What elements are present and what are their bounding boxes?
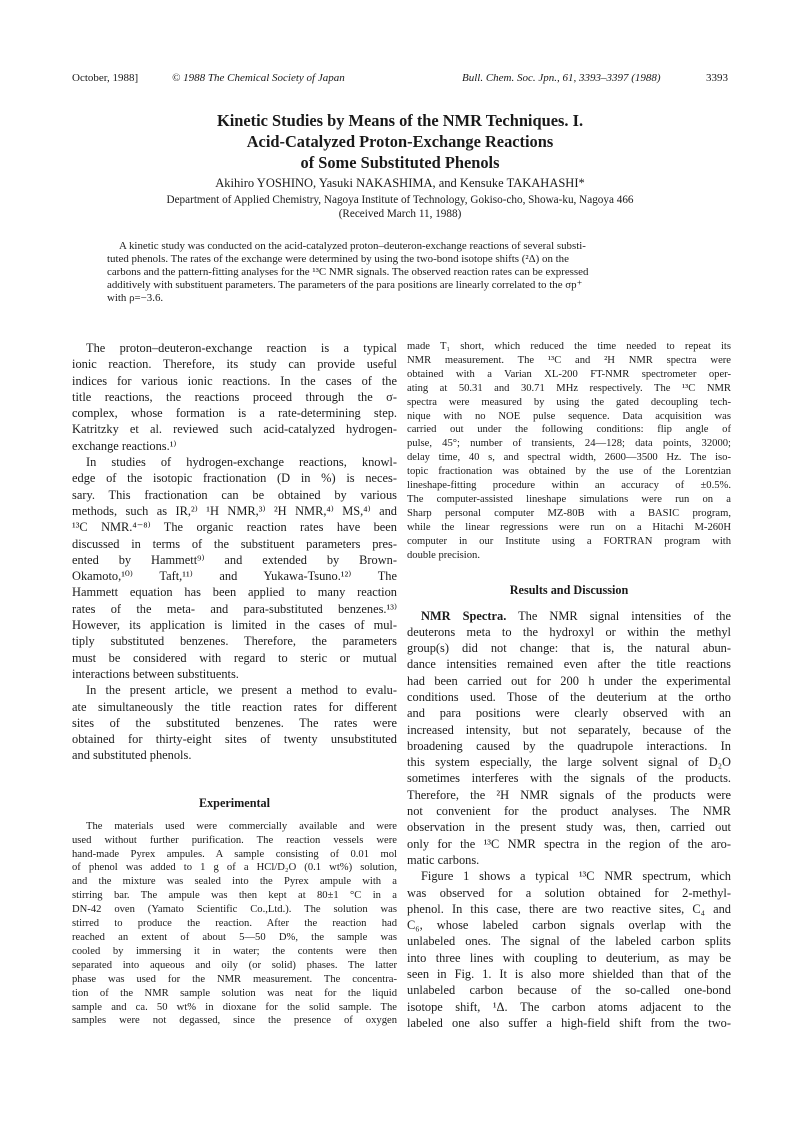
experimental-line: carried out under the following conditions: flip angle of xyxy=(407,424,731,436)
received-date: (Received March 11, 1988) xyxy=(338,208,462,220)
right-column xyxy=(407,340,731,1031)
experimental-line: sample and ca. 50 wt% in dioxane for the solid sample. The xyxy=(72,1001,397,1013)
experimental-line: nique with no NOE pulse sequence. Data acquisition was xyxy=(407,410,731,422)
copyright-notice: © 1988 The Chemical Society of Japan xyxy=(172,72,345,84)
intro-line: ¹³C NMR.⁴⁻⁸⁾ The organic reaction rates have been xyxy=(72,520,397,535)
experimental-line: hand-made Pyrex ampules. A sample consisting of 0.01 mol xyxy=(72,848,397,860)
experimental-line: computer in our Institute using a FORTRAN program with xyxy=(407,535,731,547)
intro-line: must be considered with regard to steric or mutual xyxy=(72,650,397,665)
experimental-line: stirred to produce the reaction. After the reaction had xyxy=(72,918,397,930)
intro-line: sary. This fractionation can be obtained by various xyxy=(72,487,397,502)
figure-discussion-line: was observed for a solution obtained for 2-methyl- xyxy=(407,885,731,900)
experimental-line: NMR measurement. The ¹³C and ²H NMR spectra were xyxy=(407,354,731,366)
abstract-line: with ρ=−3.6. xyxy=(107,292,164,304)
left-column xyxy=(72,340,397,1028)
intro-line: ate simultaneously the title reaction rates for different xyxy=(72,699,397,714)
experimental-line: The computer-assisted lineshape simulations were run on a xyxy=(407,493,731,505)
experimental-line: obtained with a Varian XL-200 FT-NMR spectrometer oper- xyxy=(407,368,731,380)
figure-discussion-line: Figure 1 shows a typical ¹³C NMR spectrum, which xyxy=(421,869,731,884)
experimental-line: topic fractionation was obtained by the use of the Lorentzian xyxy=(407,466,731,478)
nmr-spectra-line: conditions used. Those of the deuterium at the ortho xyxy=(407,689,731,704)
intro-line: methods, such as IR,²⁾ ¹H NMR,³⁾ ²H NMR,⁴⁾ MS,⁴⁾ and xyxy=(72,503,397,518)
intro-line: rates of the meta- and para-substituted benzenes.¹³⁾ xyxy=(72,601,397,616)
author-list: Akihiro YOSHINO, Yasuki NAKASHIMA, and Kensuke TAKAHASHI* xyxy=(215,176,585,190)
intro-line: indices for various ionic reactions. In the cases of the xyxy=(72,373,397,388)
abstract-line: tuted phenols. The rates of the exchange were determined by using the two-bond isotope shifts (²Δ) on the xyxy=(107,253,569,265)
title-line: Kinetic Studies by Means of the NMR Techniques. I. xyxy=(216,111,584,130)
intro-line: In the present article, we present a method to evalu- xyxy=(86,683,397,698)
nmr-spectra-line: only for the ¹³C NMR spectra in the region of the aro- xyxy=(407,836,731,851)
experimental-line: reached an extent of about 5—50 D%, the sample was xyxy=(72,931,397,943)
experimental-line: used without further purification. The reaction vessels were xyxy=(72,834,397,846)
intro-line: Okamoto,¹⁰⁾ Taft,¹¹⁾ and Yukawa-Tsuno.¹²⁾ The xyxy=(72,569,397,584)
experimental-line: cooled by immersing it in water; the contents were then xyxy=(72,945,397,957)
intro-line: tiply substituted benzenes. Therefore, the parameters xyxy=(72,634,397,649)
intro-line: obtained for thirty-eight sites of twenty unsubstituted xyxy=(72,732,397,747)
intro-line: exchange reactions.¹⁾ xyxy=(72,438,177,453)
intro-line: edge of the isotopic fractionation (D in %) is neces- xyxy=(72,471,397,486)
results-heading: Results and Discussion xyxy=(509,582,629,597)
experimental-line: while the linear regressions were run on a Hitachi M-260H xyxy=(407,521,731,533)
issue-date: October, 1988] xyxy=(72,72,139,84)
article-title xyxy=(120,110,680,173)
experimental-line: ating at 50.31 and 30.71 MHz respectively. The ¹³C NMR xyxy=(407,382,731,394)
intro-line: complex, whose formation is a rate-determining step. xyxy=(72,406,397,421)
nmr-spectra-line: observation in the present study was, then, carried out xyxy=(407,820,731,835)
experimental-line: of phenol was added to 1 g of a HCl/D₂O (0.1 wt%) solution, xyxy=(72,862,397,874)
abstract xyxy=(107,240,692,305)
experimental-line: made T₁ short, which reduced the time needed to repeat its xyxy=(407,341,731,352)
abstract-line: A kinetic study was conducted on the acid-catalyzed proton–deuteron-exchange reactions of several substi- xyxy=(119,240,586,252)
experimental-line: spectra were measured by using the gated decoupling tech- xyxy=(407,396,731,408)
intro-line: In studies of hydrogen-exchange reactions, knowl- xyxy=(86,455,397,470)
experimental-line: double precision. xyxy=(407,549,480,561)
experimental-line: stirring bar. The ampule was then kept at 80±1 °C in a xyxy=(72,890,397,902)
intro-line: title reactions, the reactions proceed through the σ- xyxy=(72,389,397,404)
intro-line: discussed in terms of the substituent parameters pres- xyxy=(72,536,397,551)
intro-line: ionic reaction. Therefore, its study can provide useful xyxy=(72,357,397,372)
abstract-line: additively with substituent parameters. The parameters of the para positions are linearly correlated to the σp⁺ xyxy=(107,279,583,291)
intro-line: Katritzky et al. reviewed such acid-catalyzed hydrogen- xyxy=(72,422,397,437)
experimental-heading: Experimental xyxy=(198,795,271,810)
experimental-line: lineshape-fitting procedure within an accuracy of ±0.5%. xyxy=(407,480,731,492)
nmr-spectra-line: had been carried out for 200 h under the experimental xyxy=(407,673,731,688)
nmr-spectra-line: deuterons meta to the hydroxyl or within the methyl xyxy=(407,624,731,639)
figure-discussion-line: C₆, whose labeled carbon signals overlap with the xyxy=(407,918,731,933)
nmr-spectra-line: broadening caused by the quadrupole interactions. In xyxy=(407,738,731,753)
intro-line: Hammett equation has been applied to many reaction xyxy=(72,585,397,600)
nmr-spectra-line: dance intensities remained even after the title reactions xyxy=(407,657,731,672)
page-number: 3393 xyxy=(706,72,728,84)
nmr-spectra-line: Therefore, the ²H NMR signals of the products were xyxy=(407,787,731,802)
figure-discussion-line: seen in Fig. 1. It is also more shielded than that of the xyxy=(407,967,731,982)
nmr-spectra-line: this system especially, the large solvent signal of D₂O xyxy=(407,755,731,770)
experimental-line: The materials used were commercially available and were xyxy=(86,820,397,832)
experimental-line: and the mixture was sealed into the Pyrex ampule with a xyxy=(72,876,397,888)
nmr-spectra-line: sometimes interferes with the signals of the products. xyxy=(407,771,731,786)
experimental-line: DN-42 oven (Yamato Scientific Co.,Ltd.). The solution was xyxy=(72,904,397,916)
nmr-spectra-line xyxy=(407,608,731,624)
nmr-spectra-text: The NMR signal intensities of the xyxy=(506,608,731,623)
figure-discussion-line: labeled one also suffer a high-field shift from the two- xyxy=(407,1015,731,1030)
affiliation: Department of Applied Chemistry, Nagoya Institute of Technology, Gokiso-cho, Showa-ku, Nagoya 466 xyxy=(166,194,634,206)
experimental-line: samples were not degassed, since the presence of oxygen xyxy=(72,1015,397,1027)
experimental-line: delay time, 40 s, and spectral width, 2600—3500 Hz. The iso- xyxy=(407,452,731,464)
experimental-line: tion of the NMR sample solution was neat for the liquid xyxy=(72,987,397,999)
experimental-line: separated into aqueous and oily (or solid) phases. The latter xyxy=(72,959,397,971)
figure-discussion-line: isotope shift, ¹Δ. The carbon atoms adjacent to the xyxy=(407,999,731,1014)
figure-discussion-line: phenol. In this case, there are two reactive sites, C₄ and xyxy=(407,901,731,916)
running-head xyxy=(72,70,728,86)
journal-citation: Bull. Chem. Soc. Jpn., 61, 3393–3397 (1988) xyxy=(462,72,661,84)
figure-discussion-line: into three lines with coupling to deuterium, as may be xyxy=(407,950,731,965)
nmr-spectra-runin-heading: NMR Spectra. xyxy=(421,608,507,623)
title-line: Acid-Catalyzed Proton-Exchange Reactions xyxy=(246,132,554,151)
experimental-line: Sharp personal computer MZ-80B with a BASIC program, xyxy=(407,507,731,519)
figure-discussion-line: unlabeled ones. The signal of the labeled carbon splits xyxy=(407,934,731,949)
intro-line: interactions between substituents. xyxy=(72,666,239,681)
intro-line: and substituted phenols. xyxy=(72,748,192,763)
figure-discussion-line: unlabeled carbon because of the so-called one-bond xyxy=(407,983,731,998)
nmr-spectra-line: group(s) did not change: that is, the natural abun- xyxy=(407,641,731,656)
nmr-spectra-line: not convenient for the product analyses. The NMR xyxy=(407,804,731,819)
abstract-line: carbons and the pattern-fitting analyses for the ¹³C NMR signals. The observed reaction rates can be expressed xyxy=(107,266,589,278)
intro-line: sites of the substituted benzenes. The rates were xyxy=(72,715,397,730)
title-line: of Some Substituted Phenols xyxy=(300,153,500,172)
intro-line: ented by Hammett⁹⁾ and extended by Brown- xyxy=(72,552,397,567)
nmr-spectra-line: increased intensity, but not separately, because of the xyxy=(407,722,731,737)
nmr-spectra-line: and para positions were clearly observed with an xyxy=(407,706,731,721)
intro-line: The proton–deuteron-exchange reaction is a typical xyxy=(86,341,397,355)
experimental-line: pulse, 45°; number of transients, 24—128; data points, 32000; xyxy=(407,438,731,450)
nmr-spectra-line: matic carbons. xyxy=(407,852,480,867)
experimental-line: phase was used for the NMR measurement. The concentra- xyxy=(72,973,397,985)
intro-line: However, its application is limited in the cases of mul- xyxy=(72,618,397,633)
